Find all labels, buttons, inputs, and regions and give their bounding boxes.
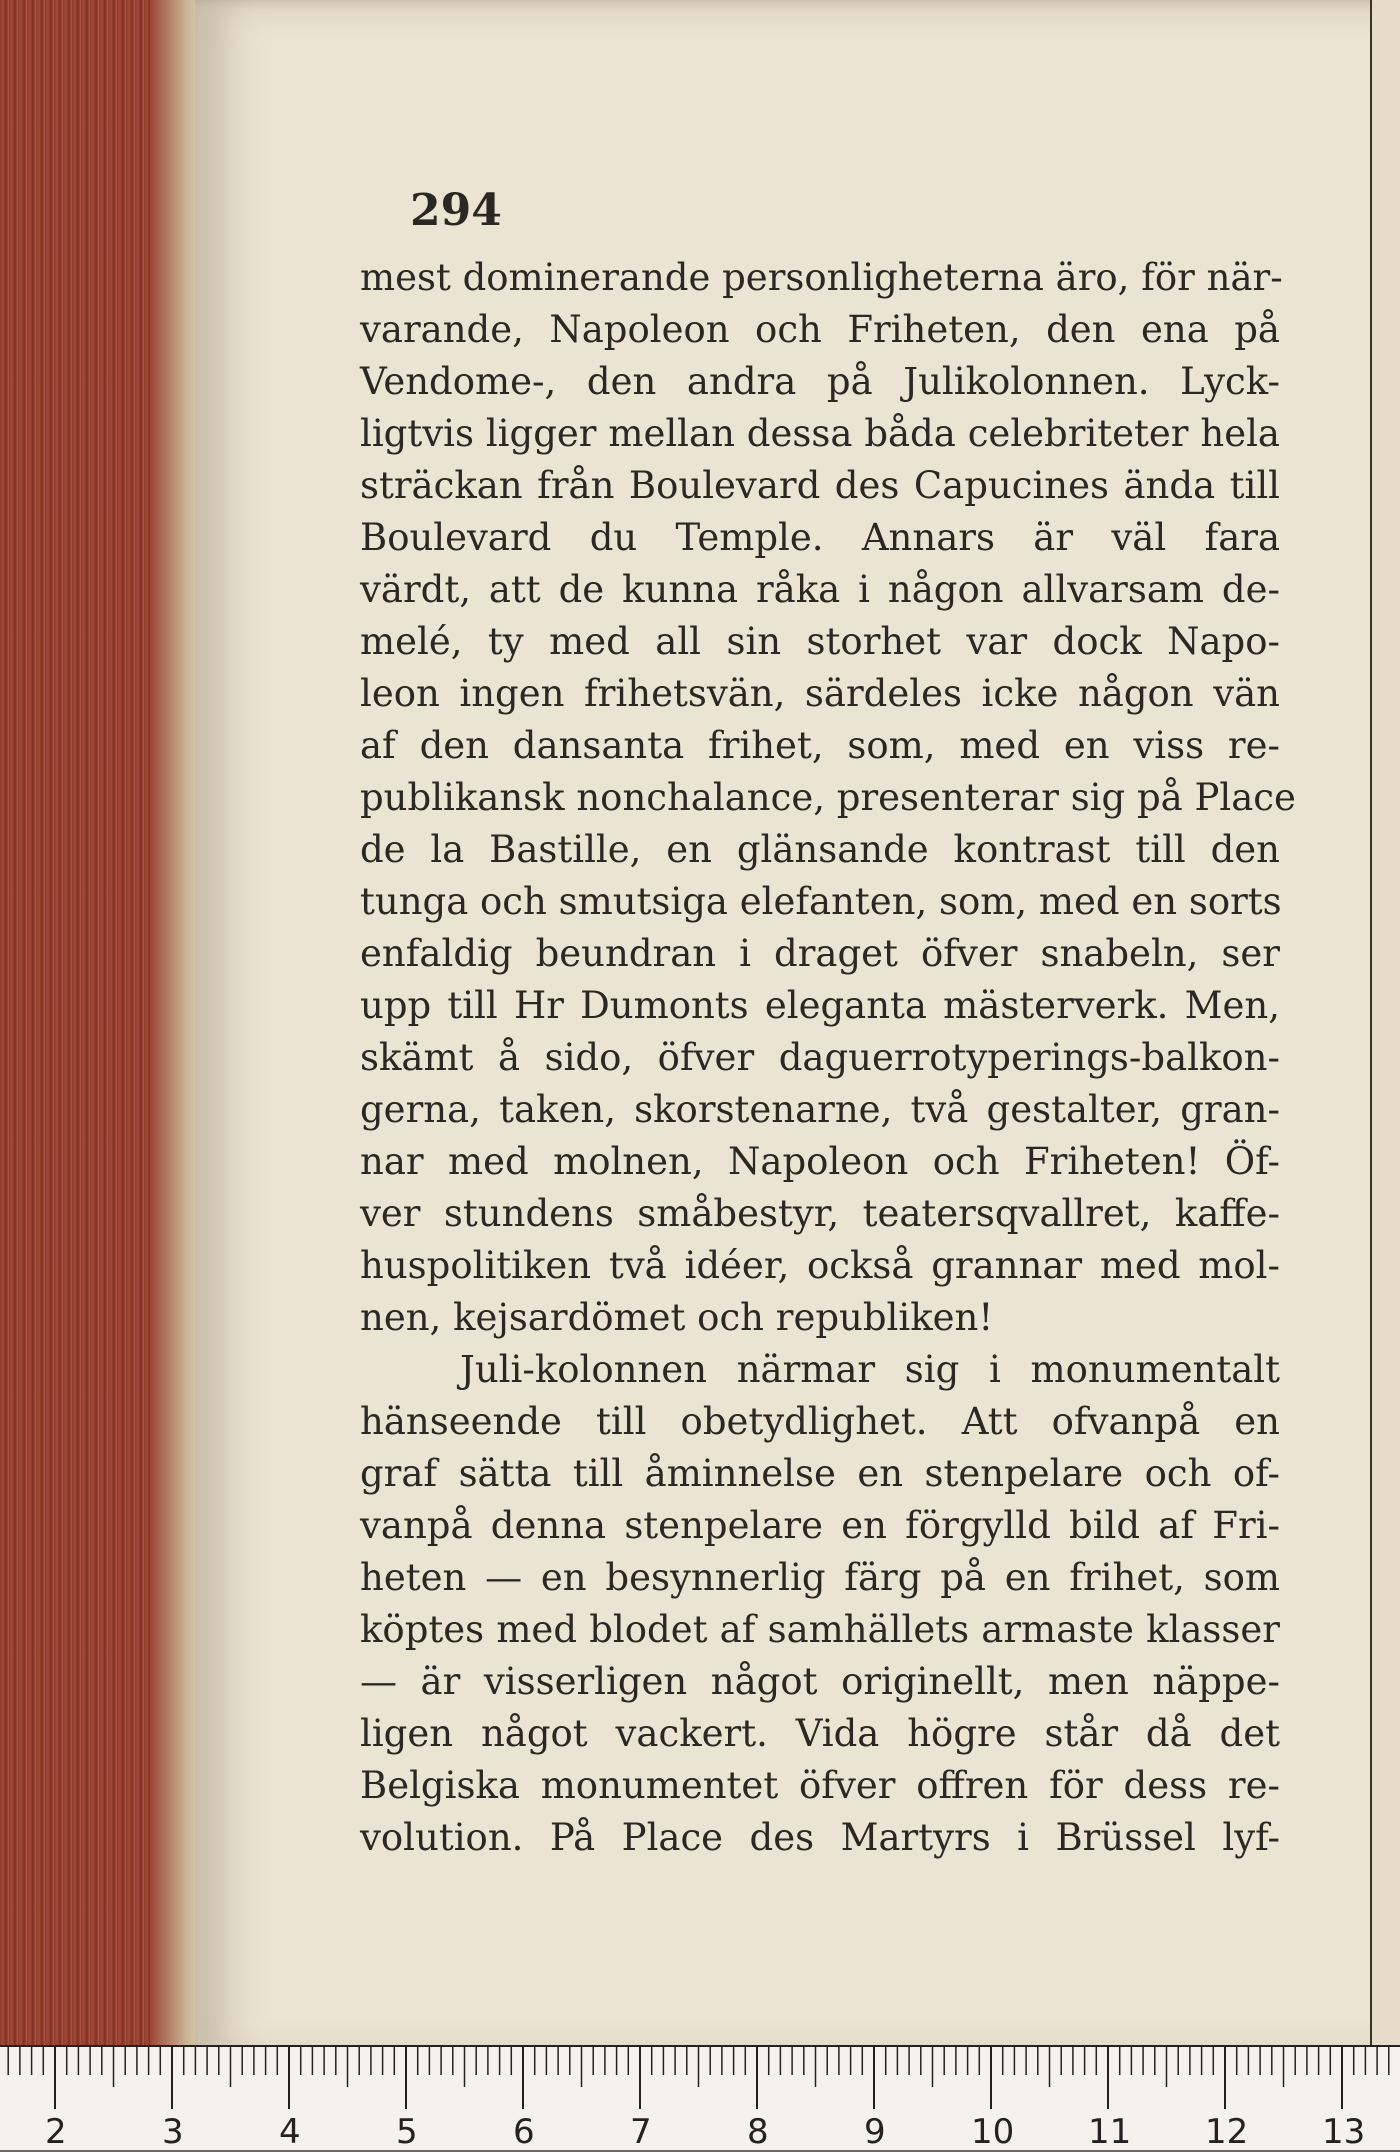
text-line: mest dominerande personligheterna äro, för när- <box>360 256 1283 299</box>
text-line: leon ingen frihetsvän, särdeles icke någon vän <box>360 672 1280 715</box>
text-line: upp till Hr Dumonts eleganta mästerverk. Men, <box>360 984 1280 1027</box>
text-line: melé, ty med all sin storhet var dock Napo- <box>360 620 1280 663</box>
next-page-edge <box>1370 0 1400 2060</box>
text-line: ver stundens småbestyr, teatersqvallret, kaffe- <box>360 1192 1280 1235</box>
text-line: publikansk nonchalance, presenterar sig på Place <box>360 776 1296 819</box>
ruler-label: 8 <box>747 2112 769 2152</box>
text-line: tunga och smutsiga elefanten, som, med en sorts <box>360 880 1282 923</box>
ruler-label: 13 <box>1322 2112 1366 2152</box>
ruler-label: 4 <box>279 2112 301 2152</box>
text-line: skämt å sido, öfver daguerrotyperings-balkon- <box>360 1036 1280 1079</box>
text-line: — är visserligen något originellt, men näppe- <box>360 1660 1280 1703</box>
text-line: vanpå denna stenpelare en förgylld bild af Fri- <box>360 1504 1280 1547</box>
text-line: ligtvis ligger mellan dessa båda celebriteter hela <box>360 412 1280 455</box>
text-line: gerna, taken, skorstenarne, två gestalter, gran- <box>360 1088 1280 1131</box>
text-line: Belgiska monumentet öfver offren för dess re- <box>360 1764 1280 1807</box>
ruler-ticks <box>0 2047 1400 2117</box>
text-line: nar med molnen, Napoleon och Friheten! Öf- <box>360 1140 1280 1183</box>
ruler-label: 10 <box>971 2112 1015 2152</box>
text-line: värdt, att de kunna råka i någon allvarsam de- <box>360 568 1280 611</box>
text-line: heten — en besynnerlig färg på en frihet, som <box>360 1556 1280 1599</box>
ruler-label: 9 <box>864 2112 886 2152</box>
text-line: volution. På Place des Martyrs i Brüssel lyf- <box>360 1816 1280 1859</box>
ruler-label: 12 <box>1205 2112 1249 2152</box>
text-line: ligen något vackert. Vida högre står då det <box>360 1712 1280 1755</box>
ruler-label: 3 <box>162 2112 184 2152</box>
text-line: sträckan från Boulevard des Capucines ända till <box>360 464 1280 507</box>
measurement-ruler <box>0 2045 1400 2150</box>
ruler-label: 6 <box>513 2112 535 2152</box>
text-line: nen, kejsardömet och republiken! <box>360 1296 994 1339</box>
text-line: de la Bastille, en glänsande kontrast till den <box>360 828 1280 871</box>
text-line: köptes med blodet af samhällets armaste klasser <box>360 1608 1280 1651</box>
text-line: huspolitiken två idéer, också grannar med mol- <box>360 1244 1280 1287</box>
text-line: af den dansanta frihet, som, med en viss re- <box>360 724 1280 767</box>
ruler-label: 5 <box>396 2112 418 2152</box>
text-line: varande, Napoleon och Friheten, den ena på <box>360 308 1280 351</box>
text-line: Juli-kolonnen närmar sig i monumentalt <box>460 1348 1280 1391</box>
text-line: Vendome-, den andra på Julikolonnen. Lyck- <box>360 360 1280 403</box>
text-line: Boulevard du Temple. Annars är väl fara <box>360 516 1280 559</box>
page-number: 294 <box>410 185 502 236</box>
text-line: graf sätta till åminnelse en stenpelare och of- <box>360 1452 1280 1495</box>
text-line: enfaldig beundran i draget öfver snabeln, ser <box>360 932 1280 975</box>
ruler-label: 7 <box>630 2112 652 2152</box>
ruler-label: 2 <box>45 2112 67 2152</box>
body-text <box>360 252 1296 1864</box>
text-line: hänseende till obetydlighet. Att ofvanpå en <box>360 1400 1280 1443</box>
ruler-label: 11 <box>1088 2112 1132 2152</box>
